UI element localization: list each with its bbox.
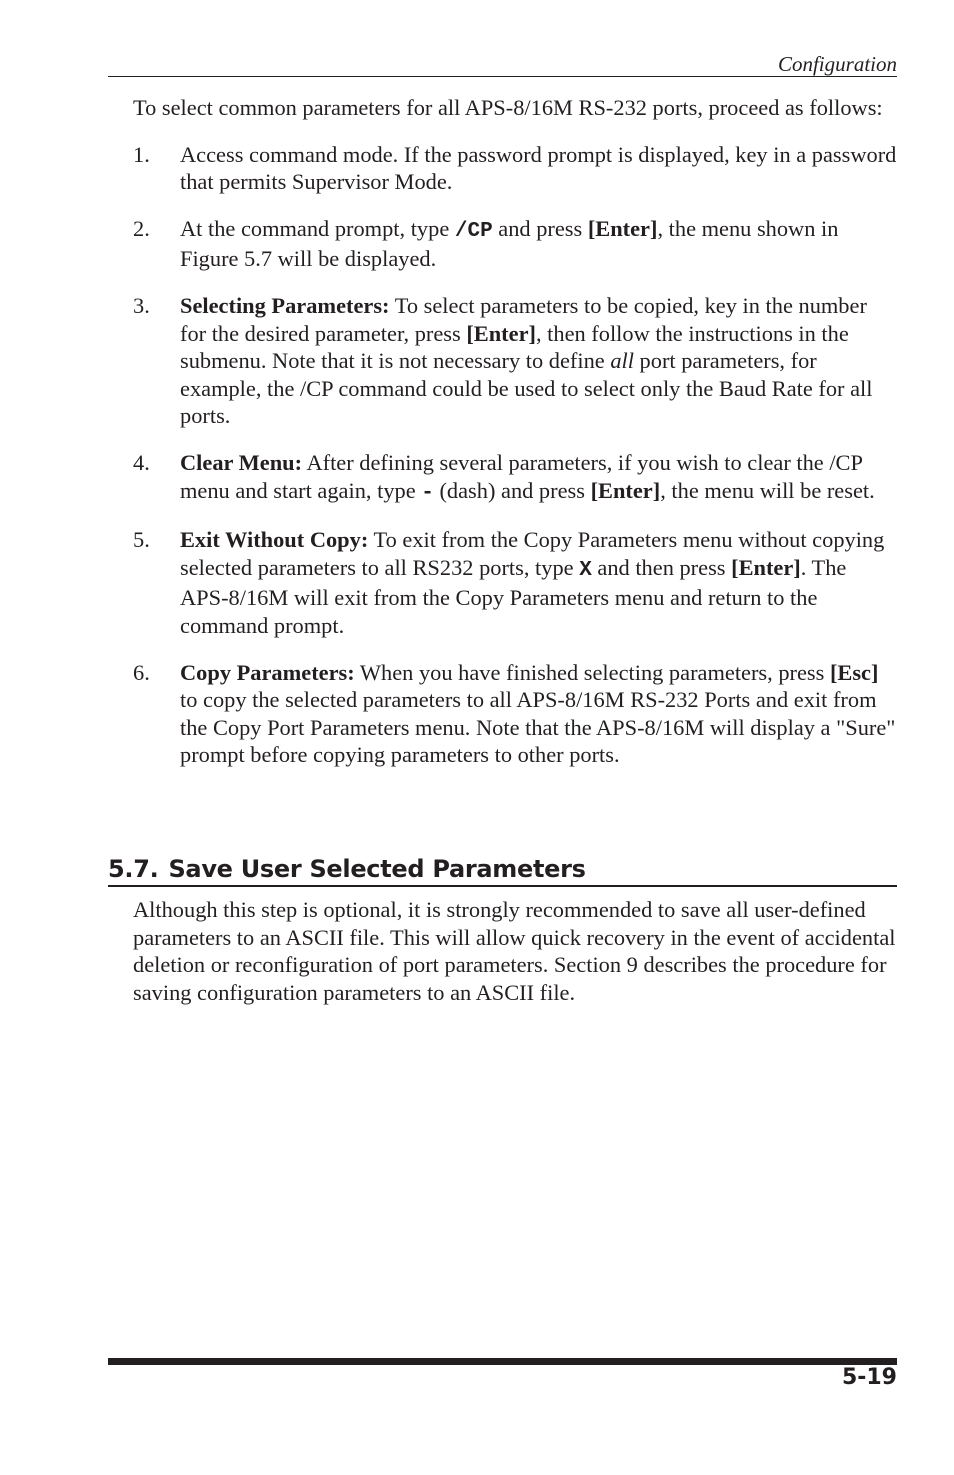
bold-term: Exit Without Copy:	[180, 527, 369, 553]
text-run: , the menu shown in Figure 5.7 will be displayed.	[180, 215, 839, 272]
step-item	[133, 141, 898, 196]
section-number: 5.7.	[108, 855, 159, 883]
step-text	[180, 216, 838, 272]
step-number: 4.	[133, 449, 150, 475]
text-run: and then press	[591, 554, 732, 580]
page-header	[108, 50, 897, 77]
bold-term: Clear Menu:	[180, 449, 303, 475]
step-text	[180, 293, 872, 428]
step-item	[133, 449, 898, 507]
text-run: and press	[492, 215, 588, 241]
text-run: to copy the selected parameters to all APS-8/16M RS-232 Ports and exit from the Copy Port Parameters menu. Note that the APS-8/16M will display a "Sure" prompt before copying parameters to other ports.	[180, 687, 896, 768]
step-number: 3.	[133, 292, 150, 318]
text-run: Access command mode. If the password prompt is displayed, key in a password that permits Supervisor Mode.	[180, 141, 897, 195]
step-item	[133, 292, 898, 430]
text-run: (dash) and press	[433, 477, 591, 503]
text-run: At the command prompt, type	[180, 215, 455, 241]
bold-term: [Enter]	[590, 477, 661, 503]
text-run: When you have finished selecting parameters, press	[354, 659, 830, 685]
text-run: After defining several parameters, if you wish to clear the /CP menu and start again, type	[180, 449, 863, 503]
step-number: 2.	[133, 215, 150, 241]
bold-term: Copy Parameters:	[180, 659, 355, 685]
bold-term: [Enter]	[731, 554, 801, 580]
command-text: X	[579, 558, 592, 582]
step-number: 1.	[133, 141, 150, 167]
step-item	[133, 526, 898, 639]
command-text: -	[421, 481, 434, 505]
step-item	[133, 215, 898, 273]
step-text	[180, 142, 896, 195]
text-run: , the menu will be reset.	[660, 477, 875, 503]
intro-paragraph: To select common parameters for all APS-8/16M RS-232 ports, proceed as follows:	[133, 95, 883, 120]
command-text: /CP	[454, 219, 493, 243]
step-text	[180, 660, 895, 768]
bold-term: [Enter]	[466, 320, 536, 346]
header-title: Configuration	[777, 52, 897, 76]
text-run: port parameters, for example, the /CP command could be used to select only the Baud Rate for all ports.	[180, 348, 873, 429]
step-text	[180, 450, 875, 503]
bold-term: [Enter]	[587, 215, 658, 241]
section-heading	[108, 854, 897, 887]
emphasis: all	[610, 348, 634, 374]
step-number: 6.	[133, 659, 150, 685]
step-number: 5.	[133, 527, 150, 553]
main-content	[133, 94, 898, 788]
text-run: To select parameters to be copied, key in the number for the desired parameter, press	[180, 292, 867, 346]
text-run: To exit from the Copy Parameters menu without copying selected parameters to all RS232 ports, type	[180, 527, 885, 580]
step-text	[180, 527, 884, 638]
page-number: 5-19	[841, 1365, 897, 1390]
footer-rule	[108, 1358, 897, 1365]
text-run: . The APS-8/16M will exit from the Copy Parameters menu and return to the command prompt.	[180, 554, 847, 638]
bold-term: [Esc]	[829, 659, 879, 685]
bold-term: Selecting Parameters:	[180, 292, 390, 318]
section-title: Save User Selected Parameters	[168, 855, 586, 883]
steps-list	[133, 141, 898, 769]
section-paragraph: Although this step is optional, it is strongly recommended to save all user-defined parameters to an ASCII file. This will allow quick recovery in the event of accidental deletion or reconfiguration of port parameters. Section 9 describes the procedure for saving configuration parameters to an ASCII file.	[133, 897, 896, 1005]
step-item	[133, 659, 898, 769]
text-run: , then follow the instructions in the submenu. Note that it is not necessary to define	[180, 320, 849, 374]
